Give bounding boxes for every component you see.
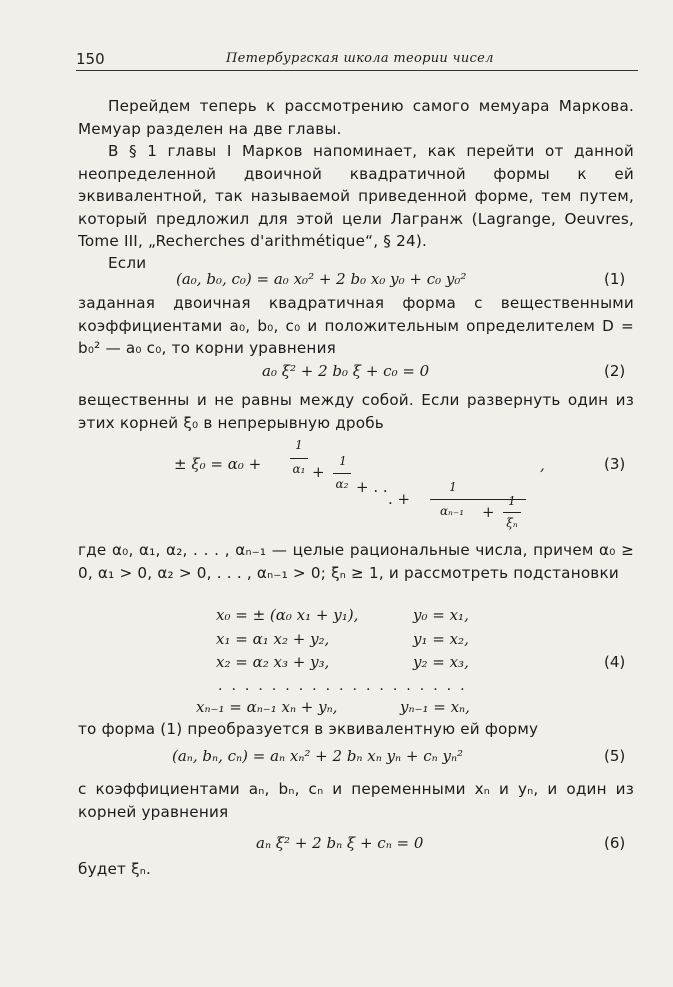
- fraction-xi-n: ξₙ: [506, 516, 518, 530]
- substitution-row-1-right: y₁ = x₂,: [413, 630, 469, 648]
- paragraph-transformed-form: то форма (1) преобразуется в эквивалентную ей форму: [78, 720, 539, 738]
- equation-3-lhs: ± ξ₀ = α₀ +: [174, 455, 262, 473]
- fraction-alpha-2: α₂: [335, 477, 349, 491]
- equation-2: a₀ ξ² + 2 b₀ ξ + c₀ = 0: [262, 362, 430, 380]
- page-header: [76, 50, 638, 71]
- fraction-numerator: 1: [295, 438, 303, 452]
- paragraph-memoir-intro: Перейдем теперь к рассмотрению самого мемуара Маркова. Мемуар разделен на две главы.: [78, 97, 634, 138]
- equation-number-1: (1): [604, 270, 626, 288]
- equation-3-comma: ,: [540, 456, 545, 474]
- paragraph-form-coefficients: заданная двоичная квадратичная форма с вещественными коэффициентами a₀, b₀, c₀ и положительным определителем D = b₀² — a₀ c₀, то корни уравнения: [78, 294, 634, 358]
- substitution-row-2-left: x₂ = α₂ x₃ + y₃,: [216, 653, 330, 671]
- fraction-bar: [290, 458, 308, 459]
- equation-number-6: (6): [604, 834, 626, 852]
- paragraph-substitutions: где α₀, α₁, α₂, . . . , αₙ₋₁ — целые рациональные числа, причем α₀ ≥ 0, α₁ > 0, α₂ > 0, . . . , αₙ₋₁ > 0; ξₙ ≥ 1, и рассмотреть подстановки: [78, 541, 634, 582]
- substitution-row-2-right: y₂ = x₃,: [413, 653, 469, 671]
- equation-number-2: (2): [604, 362, 626, 380]
- fraction-plus: +: [312, 463, 325, 481]
- substitution-ellipsis-row: ...................: [218, 678, 474, 694]
- substitution-row-1-left: x₁ = α₁ x₂ + y₂,: [216, 630, 330, 648]
- paragraph-continued-fraction: вещественны и не равны между собой. Если развернуть один из этих корней ξ₀ в непрерывную дробь: [78, 391, 634, 432]
- fraction-plus: + . .: [356, 478, 388, 496]
- fraction-numerator: 1: [339, 454, 347, 468]
- page-number: 150: [76, 50, 105, 68]
- equation-6: aₙ ξ² + 2 bₙ ξ + cₙ = 0: [256, 834, 424, 852]
- paragraph-conclusion: будет ξₙ.: [78, 860, 152, 878]
- equation-number-5: (5): [604, 747, 626, 765]
- substitution-row-n-right: yₙ₋₁ = xₙ,: [400, 698, 470, 716]
- fraction-alpha-n-1: αₙ₋₁: [439, 504, 465, 518]
- fraction-plus: . +: [388, 490, 411, 508]
- fraction-numerator: 1: [449, 480, 457, 494]
- fraction-plus: +: [482, 503, 495, 521]
- paragraph-new-coefficients: с коэффициентами aₙ, bₙ, cₙ и переменными xₙ и yₙ, и один из корней уравнения: [78, 780, 634, 821]
- equation-number-3: (3): [604, 455, 626, 473]
- running-title: Петербургская школа теории чисел: [226, 51, 494, 66]
- paragraph-if: Если: [108, 254, 147, 272]
- fraction-alpha-1: α₁: [292, 462, 306, 476]
- substitution-row-0-left: x₀ = ± (α₀ x₁ + y₁),: [216, 606, 359, 624]
- fraction-numerator: 1: [508, 494, 516, 508]
- equation-5: (aₙ, bₙ, cₙ) = aₙ xₙ² + 2 bₙ xₙ yₙ + cₙ yₙ²: [172, 747, 464, 765]
- fraction-bar: [503, 512, 521, 513]
- fraction-bar: [333, 473, 351, 474]
- substitution-row-0-right: y₀ = x₁,: [413, 606, 469, 624]
- equation-1: (a₀, b₀, c₀) = a₀ x₀² + 2 b₀ x₀ y₀ + c₀ y₀²: [176, 270, 467, 288]
- equation-number-4: (4): [604, 653, 626, 671]
- paragraph-lagrange: В § 1 главы I Марков напоминает, как перейти от данной неопределенной двоичной квадратичной формы к ей эквивалентной, так называемой приведенной форме, тем путем, который предложил для этой цели Лагранж (Lagrange, Oeuvres, Tome III, „Recherches d'arithmétique“, § 24).: [78, 142, 634, 251]
- substitution-row-n-left: xₙ₋₁ = αₙ₋₁ xₙ + yₙ,: [196, 698, 338, 716]
